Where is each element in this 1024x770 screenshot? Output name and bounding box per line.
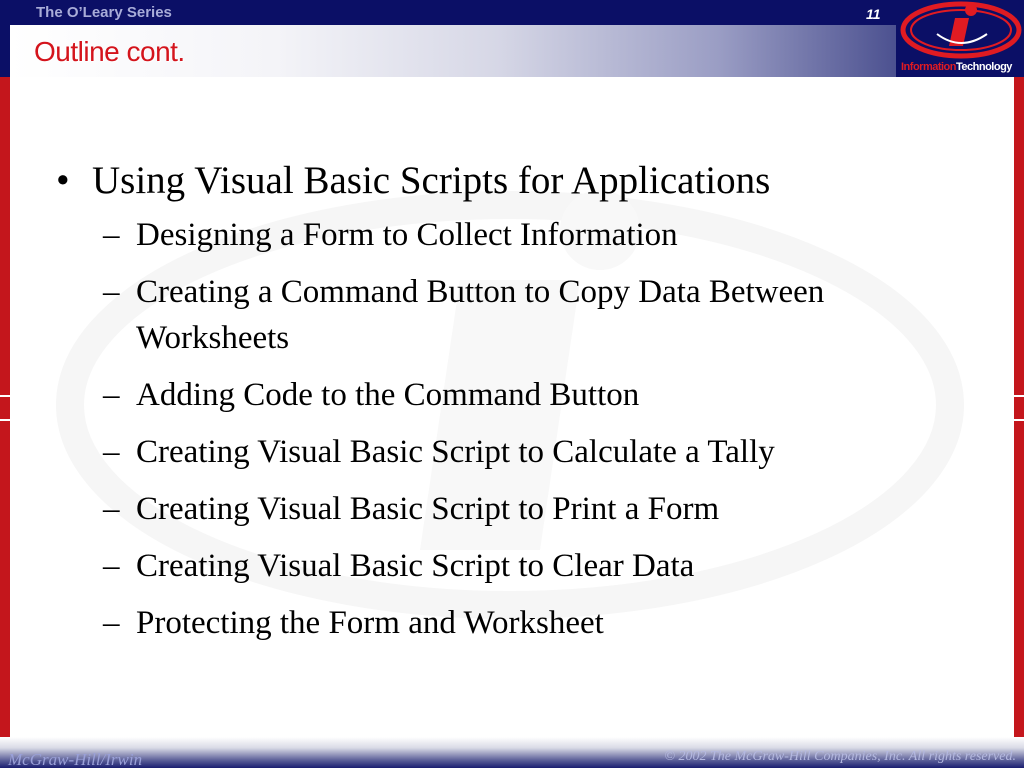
list-item <box>56 543 956 589</box>
dash-glyph: – <box>103 548 120 584</box>
list-item-text: Creating Visual Basic Script to Calculate a Tally <box>136 434 775 470</box>
dash-glyph: – <box>103 605 120 641</box>
list-item-text: Adding Code to the Command Button <box>136 377 640 413</box>
copyright-label: © 2002 The McGraw-Hill Companies, Inc. All rights reserved. <box>664 749 1016 764</box>
right-accent-bar <box>1014 77 1024 737</box>
left-accent-line <box>0 419 10 421</box>
dash-glyph: – <box>103 377 120 413</box>
list-item <box>56 212 956 258</box>
list-item-text: Creating Visual Basic Script to Clear Data <box>136 548 695 584</box>
left-accent-line <box>0 395 10 397</box>
list-item <box>56 429 956 475</box>
main-bullet <box>56 158 956 204</box>
slide-title: Outline cont. <box>34 36 185 67</box>
list-item <box>56 600 956 646</box>
header-bar <box>0 0 1024 77</box>
series-label: The O’Leary Series <box>36 4 172 21</box>
slide-content <box>56 158 956 657</box>
page-number: 11 <box>866 6 881 22</box>
logo <box>897 0 1024 77</box>
logo-word-information: Information <box>901 61 956 73</box>
right-accent-line <box>1014 419 1024 421</box>
dash-glyph: – <box>103 274 120 310</box>
footer-bar <box>0 737 1024 768</box>
dash-glyph: – <box>103 491 120 527</box>
right-accent-line <box>1014 395 1024 397</box>
list-item <box>56 486 956 532</box>
list-item-text: Designing a Form to Collect Information <box>136 217 678 253</box>
dash-glyph: – <box>103 217 120 253</box>
list-item-text: Protecting the Form and Worksheet <box>136 605 604 641</box>
publisher-label: McGraw-Hill/Irwin <box>8 750 143 769</box>
logo-wordmark <box>901 61 1021 73</box>
logo-word-technology: Technology <box>956 61 1012 73</box>
sub-bullet-list <box>56 212 956 646</box>
list-item-text: Creating a Command Button to Copy Data Between Worksheets <box>136 274 825 356</box>
list-item <box>56 372 956 418</box>
bullet-glyph: • <box>56 159 70 202</box>
left-accent-bar <box>0 77 10 737</box>
list-item-text: Creating Visual Basic Script to Print a Form <box>136 491 720 527</box>
main-bullet-text: Using Visual Basic Scripts for Applications <box>92 159 771 202</box>
dash-glyph: – <box>103 434 120 470</box>
list-item <box>56 269 956 361</box>
information-technology-logo-icon <box>897 0 1024 62</box>
